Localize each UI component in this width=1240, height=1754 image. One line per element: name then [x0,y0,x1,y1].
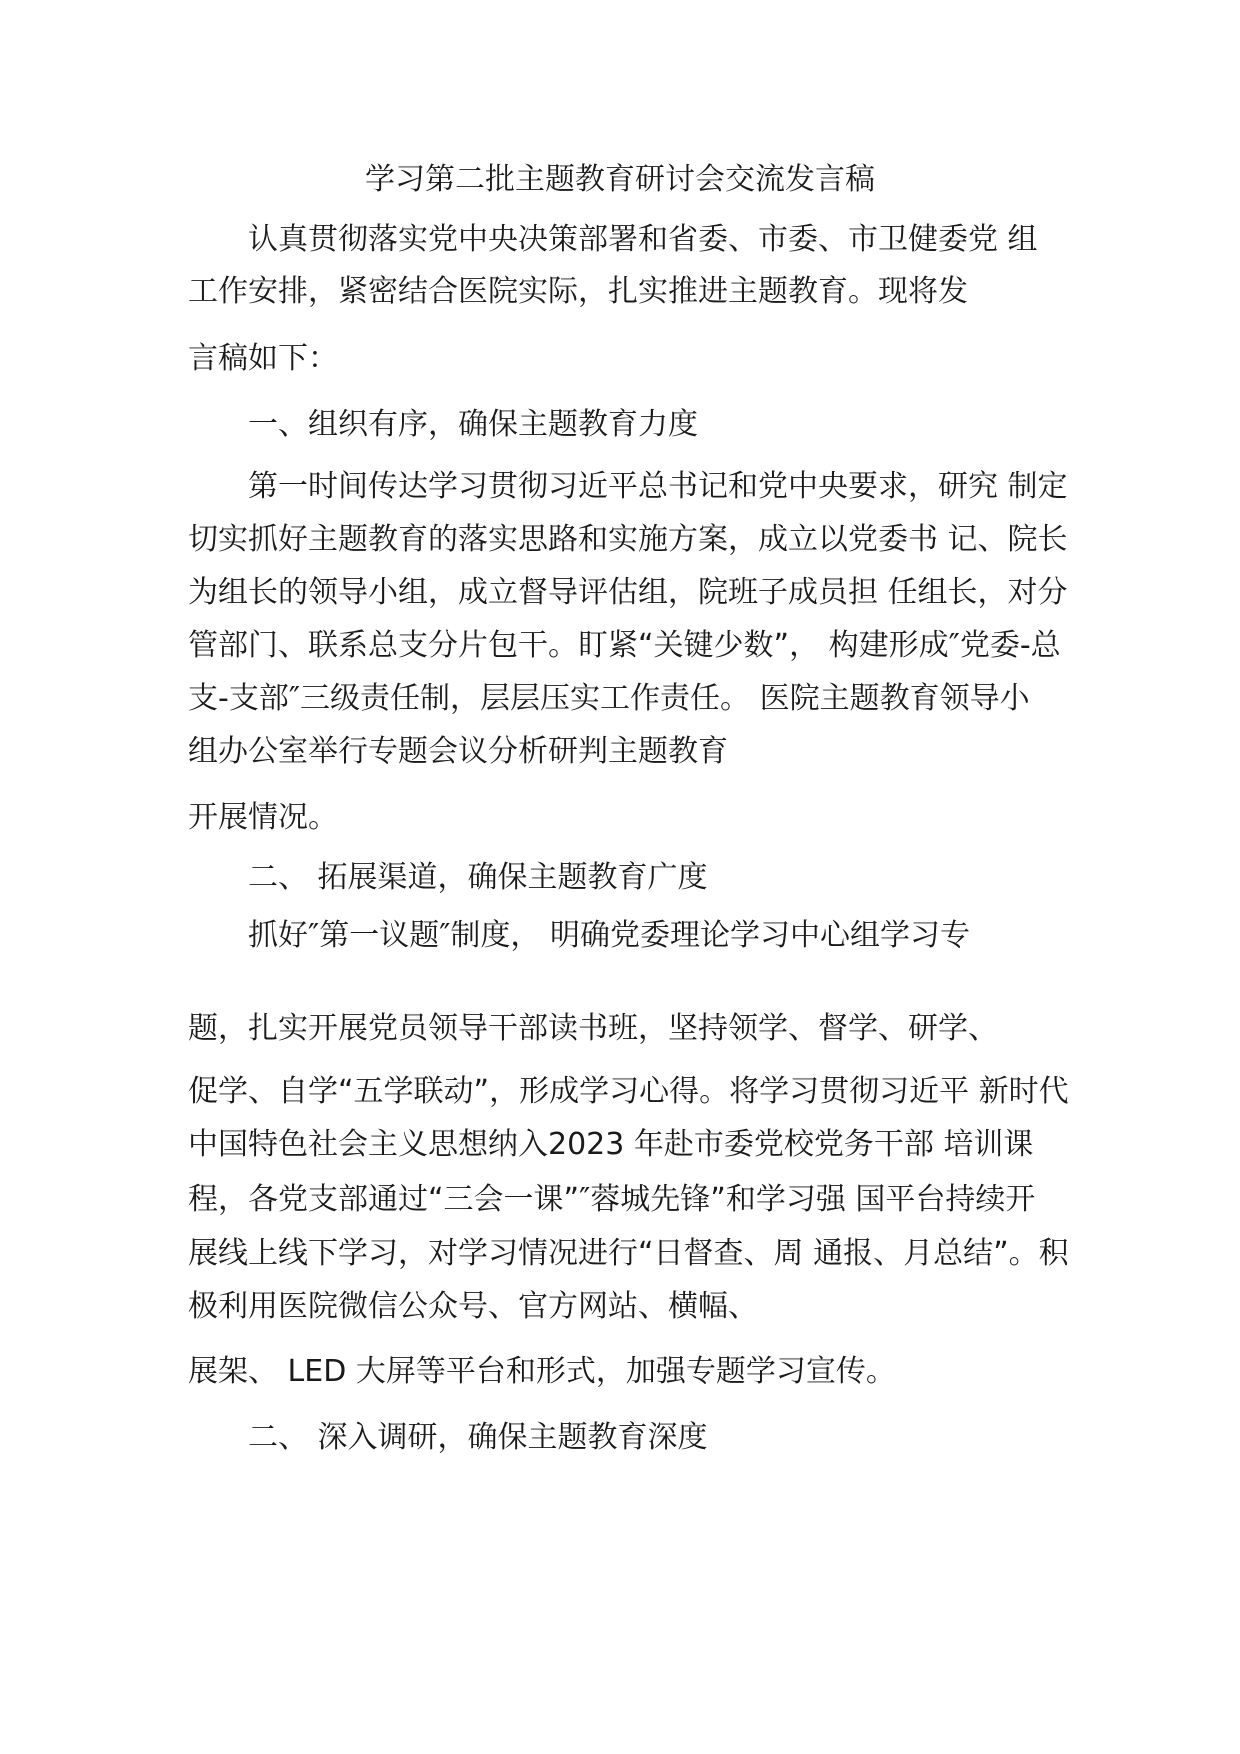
paragraph-line: 展架、 LED 大屏等平台和形式，加强专题学习宣传。 [188,1354,896,1389]
document-title: 学习第二批主题教育研讨会交流发言稿 [365,162,875,197]
section-heading: 二、 深入调研，确保主题教育深度 [248,1420,708,1455]
paragraph-line: 程，各党支部通过“三会一课”″蓉城先锋”和学习强 国平台持续开 [188,1182,1036,1217]
paragraph-line: 展线上线下学习，对学习情况进行“日督查、周 通报、月总结”。积 [188,1236,1069,1271]
paragraph-line: 中国特色社会主义思想纳入2023 年赴市委党校党务干部 培训课 [188,1127,1034,1162]
paragraph-line: 第一时间传达学习贯彻习近平总书记和党中央要求，研究 制定 [248,469,1068,504]
paragraph-line: 抓好″第一议题″制度， 明确党委理论学习中心组学习专 [248,918,970,953]
paragraph-line: 促学、自学“五学联动”，形成学习心得。将学习贯彻习近平 新时代 [188,1074,1069,1109]
paragraph-line: 言稿如下： [188,341,338,376]
paragraph-line: 管部门、联系总支分片包干。盯紧“关键少数”， 构建形成″党委-总 [188,628,1061,663]
paragraph-line: 认真贯彻落实党中央决策部署和省委、市委、市卫健委党 组 [248,222,1038,257]
paragraph-line: 工作安排，紧密结合医院实际，扎实推进主题教育。现将发 [188,274,968,309]
paragraph-line: 题，扎实开展党员领导干部读书班，坚持领学、督学、研学、 [188,1011,998,1046]
paragraph-line: 开展情况。 [188,800,338,835]
paragraph-line: 支-支部″三级责任制，层层压实工作责任。 医院主题教育领导小 [188,681,1030,716]
section-heading: 一、组织有序，确保主题教育力度 [248,407,698,442]
paragraph-line: 组办公室举行专题会议分析研判主题教育 [188,734,728,769]
paragraph-line: 极利用医院微信公众号、官方网站、横幅、 [188,1289,758,1324]
section-heading: 二、 拓展渠道，确保主题教育广度 [248,860,708,895]
paragraph-line: 切实抓好主题教育的落实思路和实施方案，成立以党委书 记、院长 [188,522,1068,557]
paragraph-line: 为组长的领导小组，成立督导评估组，院班子成员担 任组长，对分 [188,575,1068,610]
